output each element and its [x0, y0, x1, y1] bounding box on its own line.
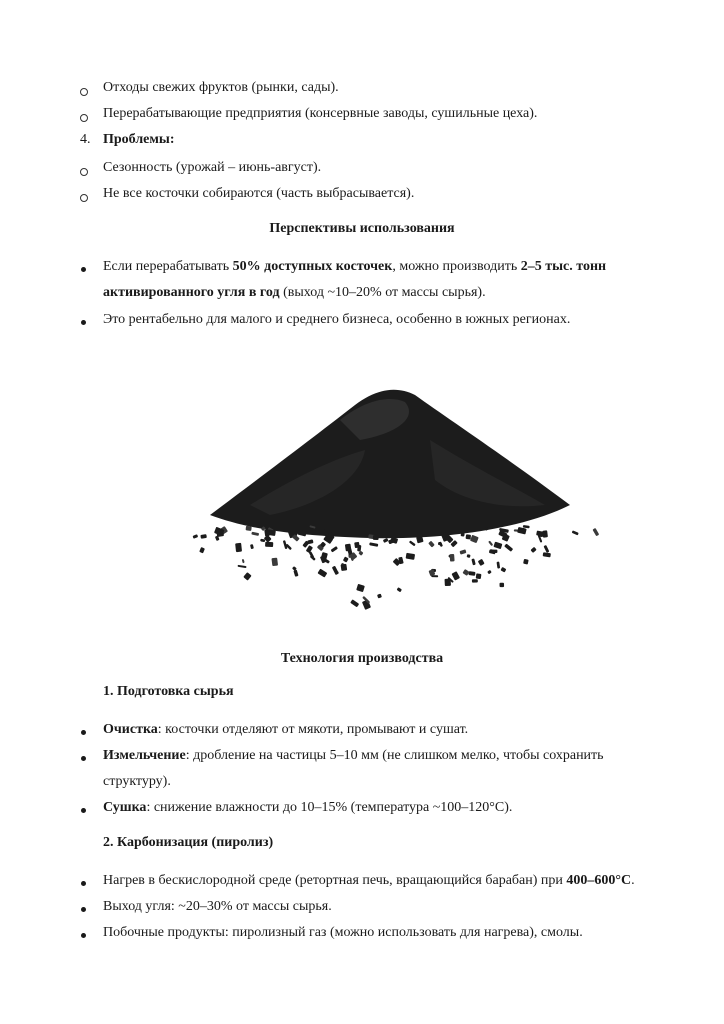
- circle-bullet-icon: [80, 194, 88, 202]
- section-heading: Технология производства: [280, 651, 444, 666]
- text-run: (выход ~10–20% от массы сырья).: [279, 285, 486, 300]
- carbon-granule: [428, 541, 435, 548]
- subsection-title-text: 2. Карбонизация (пиролиз): [103, 835, 274, 850]
- carbon-granule: [471, 558, 475, 565]
- list-item: Перерабатывающие предприятия (консервные заводы, сушильные цеха).: [103, 106, 538, 121]
- bullet-icon: [81, 756, 86, 761]
- bold-run: 50% доступных косточек: [232, 259, 393, 274]
- carbon-granule: [271, 558, 278, 567]
- list-heading: [103, 131, 175, 149]
- carbon-granule: [472, 579, 478, 582]
- subsection-title-text: 1. Подготовка сырья: [103, 684, 234, 699]
- text-run: , можно производить: [392, 259, 521, 274]
- subsection-title: [103, 683, 234, 701]
- carbon-granule: [369, 542, 378, 547]
- carbon-granule: [317, 569, 327, 578]
- list-item: [103, 747, 604, 765]
- carbon-granule: [242, 559, 245, 563]
- carbon-granule: [377, 594, 382, 599]
- list-item: Побочные продукты: пиролизный газ (можно использовать для нагрева), смолы.: [103, 925, 583, 940]
- carbon-granule: [265, 542, 273, 547]
- carbon-granule: [572, 530, 579, 535]
- carbon-granule: [237, 565, 246, 568]
- carbon-granule: [260, 539, 265, 542]
- list-item: Сезонность (урожай – июнь-август).: [103, 160, 322, 175]
- bullet-icon: [81, 320, 86, 325]
- bullet-icon: [81, 808, 86, 813]
- text-run: .: [631, 873, 635, 888]
- carbon-granule: [193, 534, 199, 539]
- list-number: 4.: [80, 132, 91, 147]
- section-heading: Перспективы использования: [269, 221, 455, 236]
- subsection-title: [103, 834, 273, 852]
- carbon-granule: [467, 554, 471, 558]
- carbon-granule: [504, 544, 513, 552]
- carbon-granule: [341, 564, 348, 571]
- carbon-granule: [500, 567, 506, 573]
- bullet-icon: [81, 907, 86, 912]
- carbon-granule: [543, 552, 551, 557]
- bullet-icon: [81, 881, 86, 886]
- circle-bullet-icon: [80, 114, 88, 122]
- text-run: Если перерабатывать: [103, 259, 233, 274]
- term: Измельчение: [103, 748, 186, 763]
- circle-bullet-icon: [80, 168, 88, 176]
- list-item-continuation: структуру).: [103, 774, 171, 789]
- list-item: [103, 721, 468, 739]
- carbon-granule: [466, 534, 472, 539]
- carbon-granule: [461, 533, 465, 537]
- text-run: : снижение влажности до 10–15% (температура ~100–120°C).: [146, 800, 513, 815]
- list-item: Не все косточки собираются (часть выбрасывается).: [103, 186, 415, 201]
- carbon-granule: [409, 540, 416, 546]
- carbon-granule: [523, 525, 530, 528]
- carbon-granule: [497, 562, 501, 569]
- carbon-granule: [530, 547, 536, 553]
- carbon-granule: [343, 557, 349, 563]
- carbon-granule: [200, 534, 207, 539]
- list-item: Отходы свежих фруктов (рынки, сады).: [103, 80, 339, 95]
- carbon-granule: [487, 570, 492, 575]
- carbon-granule: [493, 542, 502, 550]
- list-item: [103, 872, 635, 890]
- list-item: [103, 799, 512, 817]
- carbon-granule: [488, 541, 493, 547]
- carbon-granule: [321, 552, 328, 560]
- carbon-granule: [251, 532, 259, 536]
- carbon-granule: [543, 545, 549, 553]
- bold-run: 400–600°C: [566, 873, 632, 888]
- text-run: : дробление на частицы 5–10 мм (не слишком мелко, чтобы сохранить: [185, 748, 604, 763]
- carbon-granule: [350, 599, 359, 607]
- activated-carbon-photo: [190, 340, 610, 620]
- carbon-granule: [306, 545, 313, 553]
- bullet-icon: [81, 730, 86, 735]
- carbon-granule: [243, 572, 251, 580]
- text-run: Нагрев в бескислородной среде (ретортная печь, вращающийся барабан) при: [103, 873, 567, 888]
- circle-bullet-icon: [80, 88, 88, 96]
- carbon-granule: [450, 554, 455, 562]
- problems-label: Проблемы:: [103, 132, 175, 147]
- carbon-granule: [462, 569, 469, 576]
- carbon-granule: [397, 587, 402, 592]
- carbon-granule: [383, 538, 389, 543]
- bullet-icon: [81, 267, 86, 272]
- carbon-granule: [406, 553, 416, 560]
- list-item-continuation: [103, 284, 486, 302]
- carbon-granule: [523, 559, 529, 565]
- carbon-granule: [478, 559, 485, 566]
- carbon-granule: [356, 584, 365, 592]
- bold-run: активированного угля в год: [103, 285, 280, 300]
- carbon-granule: [476, 573, 482, 579]
- carbon-granule: [216, 530, 224, 537]
- carbon-granule: [500, 583, 505, 587]
- carbon-granule: [459, 549, 466, 554]
- term: Сушка: [103, 800, 147, 815]
- bold-run: 2–5 тыс. тонн: [520, 259, 607, 274]
- carbon-granule: [468, 571, 475, 576]
- carbon-granule: [592, 528, 599, 536]
- term: Очистка: [103, 722, 158, 737]
- carbon-granule: [331, 546, 338, 552]
- carbon-granule: [199, 547, 205, 553]
- carbon-granule: [438, 542, 442, 546]
- carbon-granule: [542, 530, 548, 537]
- carbon-granule: [373, 535, 379, 540]
- carbon-granule: [235, 543, 242, 552]
- carbon-granule: [517, 527, 527, 535]
- carbon-granule: [345, 544, 352, 552]
- carbon-granule: [293, 570, 298, 577]
- carbon-granule: [250, 544, 254, 549]
- list-item: Это рентабельно для малого и среднего бизнеса, особенно в южных регионах.: [103, 312, 571, 327]
- list-item: [103, 258, 606, 276]
- carbon-granule: [451, 571, 460, 580]
- bullet-icon: [81, 933, 86, 938]
- carbon-granule: [246, 526, 252, 531]
- list-item: Выход угля: ~20–30% от массы сырья.: [103, 899, 332, 914]
- carbon-granule: [354, 542, 360, 548]
- text-run: : косточки отделяют от мякоти, промывают и сушат.: [157, 722, 469, 737]
